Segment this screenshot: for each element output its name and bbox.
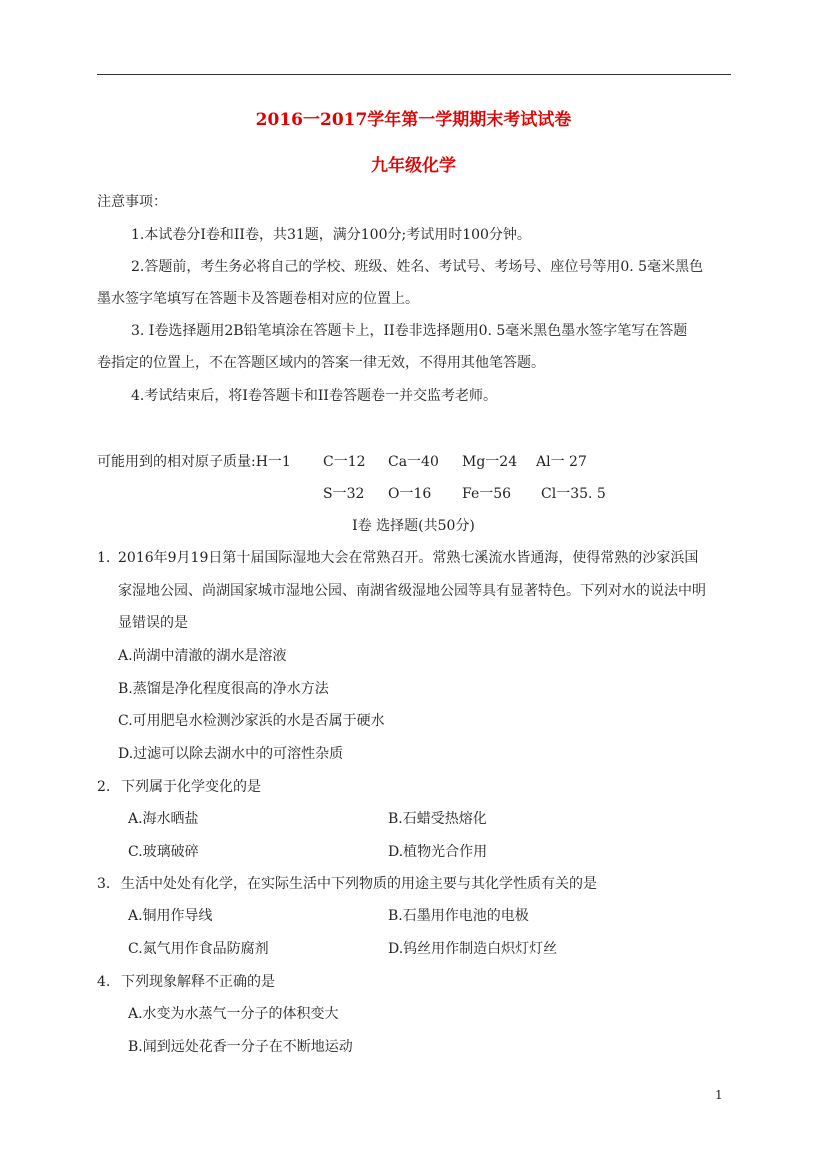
page-number: 1 [715, 1088, 723, 1102]
option: A.尚湖中清澈的湖水是溶液 [118, 648, 287, 664]
question-stem: 2016年9月19日第十届国际湿地大会在常熟召开。常熟七溪流水皆通海，使得常熟的沙家浜国 [118, 550, 699, 566]
option: D.钨丝用作制造白炽灯灯丝 [388, 941, 558, 957]
note-item: 卷指定的位置上，不在答题区域内的答案一律无效，不得用其他笔答题。 [97, 355, 545, 371]
option: C.氮气用作食品防腐剂 [128, 941, 269, 957]
option: B.石墨用作电池的电极 [388, 908, 529, 924]
atomic-mass-label: 可能用到的相对原子质量:H一1 [97, 454, 291, 470]
atomic-mass-value: O一16 [388, 486, 432, 502]
option: A.水变为水蒸气一分子的体积变大 [128, 1006, 339, 1022]
question-number: 2. [97, 779, 111, 795]
header-rule [97, 74, 731, 75]
note-item: 1.本试卷分I卷和II卷，共31题，满分100分;考试用时100分钟。 [131, 227, 531, 243]
option: C.可用肥皂水检测沙家浜的水是否属于硬水 [118, 713, 385, 729]
exam-subtitle: 九年级化学 [371, 156, 456, 176]
note-item: 3. I卷选择题用2B铅笔填涂在答题卡上，II卷非选择题用0. 5毫米黑色墨水签字笔写在答题 [131, 323, 688, 339]
question-number: 3. [97, 876, 111, 892]
notes-heading: 注意事项： [97, 194, 167, 210]
exam-title: 2016一2017学年第一学期期末考试试卷 [255, 110, 572, 130]
option: B.蒸馏是净化程度很高的净水方法 [118, 681, 329, 697]
option: C.玻璃破碎 [128, 844, 199, 860]
question-number: 1. [97, 550, 111, 566]
section-title: I卷 选择题(共50分) [352, 518, 475, 534]
atomic-mass-value: Mg一24 [462, 454, 518, 470]
option: B.石蜡受热熔化 [388, 811, 487, 827]
question-stem: 显错误的是 [118, 615, 188, 631]
option: A.铜用作导线 [128, 908, 213, 924]
atomic-mass-value: C一12 [323, 454, 366, 470]
atomic-mass-value: Cl一35. 5 [541, 486, 606, 502]
question-stem: 下列属于化学变化的是 [121, 779, 261, 795]
atomic-mass-value: Fe一56 [462, 486, 512, 502]
atomic-mass-value: Al一 27 [536, 454, 587, 470]
question-number: 4. [97, 974, 111, 990]
question-stem: 生活中处处有化学，在实际生活中下列物质的用途主要与其化学性质有关的是 [121, 876, 597, 892]
atomic-mass-value: S一32 [323, 486, 365, 502]
option: D.过滤可以除去湖水中的可溶性杂质 [118, 746, 344, 762]
note-item: 2.答题前，考生务必将自己的学校、班级、姓名、考试号、考场号、座位号等用0. 5毫米黑色 [131, 259, 704, 275]
option: B.闻到远处花香一分子在不断地运动 [128, 1039, 353, 1055]
option: A.海水晒盐 [128, 811, 199, 827]
note-item: 墨水签字笔填写在答题卡及答题卷相对应的位置上。 [97, 291, 419, 307]
note-item: 4.考试结束后，将I卷答题卡和II卷答题卷一并交监考老师。 [131, 388, 497, 404]
question-stem: 下列现象解释不正确的是 [121, 974, 275, 990]
option: D.植物光合作用 [388, 844, 488, 860]
question-stem: 家湿地公园、尚湖国家城市湿地公园、南湖省级湿地公园等具有显著特色。下列对水的说法中明 [118, 583, 706, 599]
atomic-mass-value: Ca一40 [388, 454, 439, 470]
